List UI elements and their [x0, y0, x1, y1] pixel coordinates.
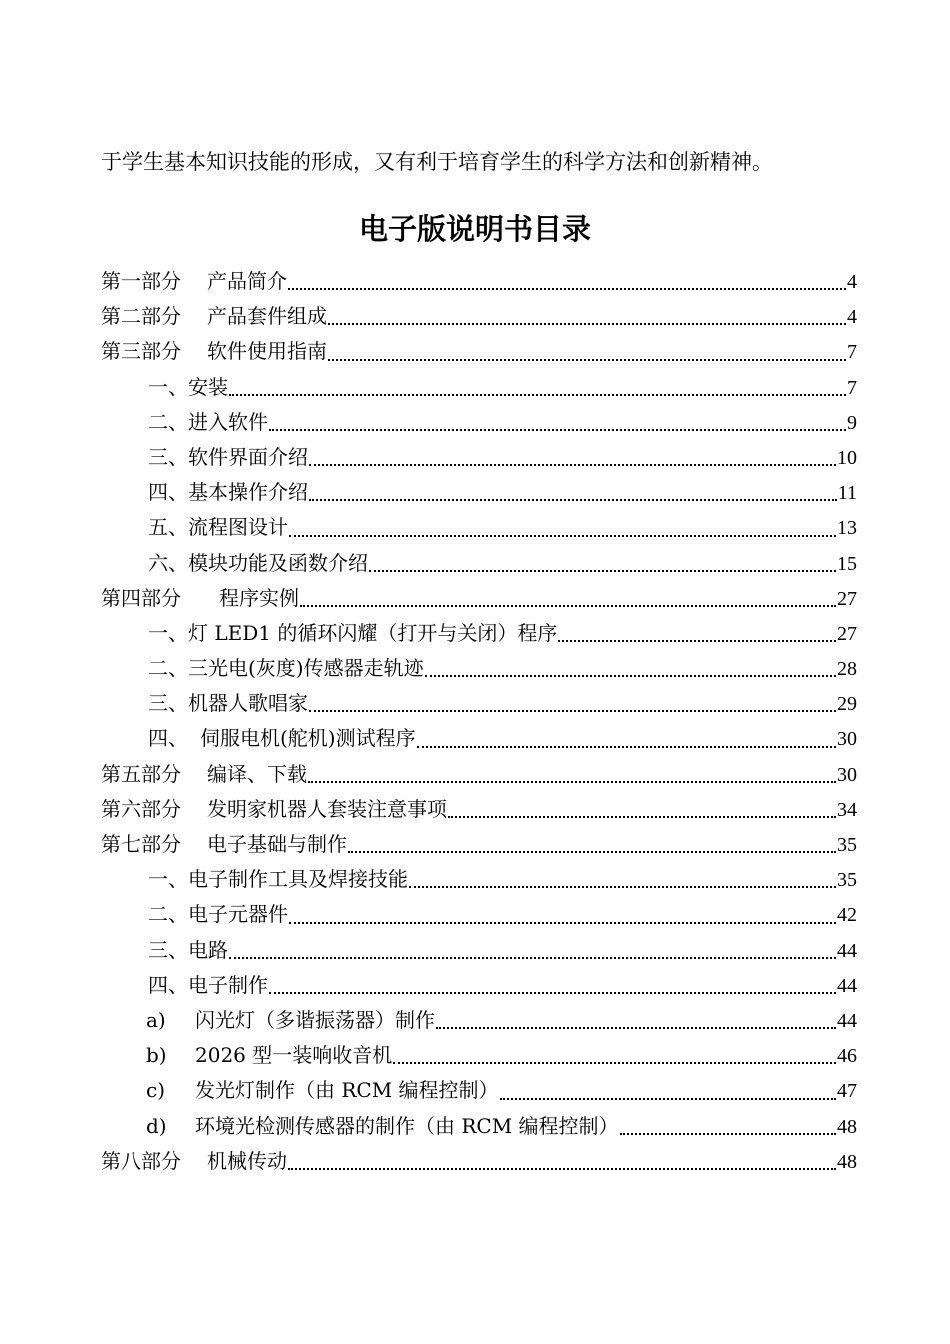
toc-entry-page-number: 44: [837, 939, 857, 962]
toc-entry-page-number: 44: [837, 974, 857, 997]
toc-entry-page-number: 7: [847, 341, 857, 364]
toc-entry-prefix: 一、: [148, 620, 188, 645]
toc-entry-label: 闪光灯（多谐振荡器）制作: [195, 1007, 435, 1032]
toc-entry[interactable]: [101, 792, 857, 827]
toc-entry-page-number: 35: [837, 834, 857, 856]
toc-dot-leader: [300, 605, 836, 607]
toc-entry[interactable]: [101, 440, 857, 475]
toc-dot-leader: [309, 499, 837, 501]
toc-dot-leader: [620, 1133, 836, 1135]
toc-entry[interactable]: [101, 827, 857, 862]
intro-paragraph: 于学生基本知识技能的形成，又有利于培育学生的科学方法和创新精神。: [101, 150, 773, 174]
toc-entry-page-number: 46: [837, 1045, 857, 1068]
toc-entry-prefix: b): [146, 1043, 167, 1068]
toc-dot-leader: [269, 992, 836, 994]
toc-entry-page-number: 10: [837, 446, 857, 469]
toc-dot-leader: [448, 816, 836, 818]
toc-dot-leader: [348, 851, 836, 853]
toc-entry[interactable]: [101, 1109, 857, 1144]
toc-dot-leader: [288, 1168, 836, 1170]
toc-entry-page-number: 9: [847, 411, 857, 434]
toc-dot-leader: [369, 570, 836, 572]
toc-entry-prefix: 三、: [148, 691, 188, 716]
toc-entry-prefix: 第一部分: [101, 269, 181, 293]
toc-entry-prefix: 三、: [148, 444, 188, 469]
toc-entry-label: 软件界面介绍: [188, 444, 308, 469]
toc-entry-label: 基本操作介绍: [188, 480, 308, 505]
toc-dot-leader: [289, 922, 836, 924]
toc-entry[interactable]: [101, 1003, 857, 1038]
toc-entry[interactable]: [101, 686, 857, 721]
toc-dot-leader: [425, 675, 836, 677]
toc-entry-page-number: 30: [837, 763, 857, 786]
toc-entry-page-number: 27: [837, 587, 857, 610]
toc-entry[interactable]: [101, 334, 857, 369]
toc-entry-label: 程序实例: [219, 585, 299, 610]
toc-entry-page-number: 27: [837, 622, 857, 645]
toc-entry[interactable]: [101, 510, 857, 545]
toc-entry-label: 电路: [188, 937, 228, 962]
toc-dot-leader: [436, 1027, 836, 1029]
toc-entry[interactable]: [101, 616, 857, 651]
toc-dot-leader: [289, 535, 836, 537]
toc-entry-label: 进入软件: [188, 409, 268, 434]
toc-entry-prefix: 第六部分: [101, 796, 181, 821]
toc-entry[interactable]: [101, 405, 857, 440]
toc-entry-label: 产品套件组成: [207, 304, 327, 329]
toc-entry-label: 灯 LED1 的循环闪耀（打开与关闭）程序: [188, 620, 558, 645]
toc-entry-page-number: 44: [837, 1009, 857, 1032]
toc-entry-prefix: 第三部分: [101, 339, 181, 364]
toc-entry-label: 机械传动: [207, 1148, 287, 1173]
toc-dot-leader: [558, 640, 836, 642]
toc-entry-page-number: 48: [837, 1150, 857, 1173]
toc-entry-prefix: 一、: [148, 374, 188, 399]
toc-entry-page-number: 47: [837, 1080, 857, 1103]
toc-dot-leader: [229, 394, 846, 396]
toc-entry-prefix: 三、: [148, 937, 188, 962]
toc-entry-page-number: 35: [837, 869, 857, 892]
toc-dot-leader: [309, 464, 836, 466]
toc-entry-prefix: 二、: [148, 902, 188, 927]
toc-entry-label: 电子制作工具及焊接技能: [188, 867, 408, 892]
toc-entry-page-number: 7: [847, 376, 857, 399]
toc-entry-label: 电子元器件: [188, 902, 288, 927]
toc-entry-page-number: 34: [837, 798, 857, 821]
toc-dot-leader: [288, 288, 846, 290]
toc-entry-page-number: 42: [837, 904, 857, 927]
toc-entry-label: 安装: [188, 374, 228, 399]
toc-entry-prefix: 四、: [148, 726, 188, 751]
toc-entry[interactable]: [101, 862, 857, 897]
toc-entry-label: 机器人歌唱家: [188, 691, 308, 716]
toc-entry[interactable]: [101, 475, 857, 510]
toc-entry-label: 2026 型一装响收音机: [195, 1043, 393, 1068]
toc-entry-page-number: 29: [837, 693, 857, 716]
toc-entry-label: 编译、下载: [207, 761, 307, 786]
toc-entry-page-number: 13: [837, 517, 857, 540]
toc-entry-label: 电子制作: [188, 972, 268, 997]
toc-entry-label: 三光电(灰度)传感器走轨迹: [188, 656, 424, 681]
toc-dot-leader: [328, 359, 846, 361]
toc-entry-label: 流程图设计: [188, 515, 288, 540]
toc-entry-label: 发明家机器人套装注意事项: [207, 796, 447, 821]
toc-entry-prefix: c): [146, 1078, 166, 1103]
toc-entry-label: 模块功能及函数介绍: [188, 550, 368, 575]
toc-dot-leader: [308, 781, 836, 783]
toc-dot-leader: [393, 1062, 836, 1064]
toc-entry-page-number: 30: [837, 728, 857, 751]
toc-entry-label: 伺服电机(舵机)测试程序: [200, 726, 416, 751]
toc-entry-label: 发光灯制作（由 RCM 编程控制）: [195, 1078, 499, 1103]
toc-entry[interactable]: [101, 299, 857, 334]
toc-entry-prefix: a): [146, 1007, 166, 1032]
toc-entry-label: 软件使用指南: [207, 339, 327, 364]
toc-dot-leader: [269, 429, 846, 431]
toc-dot-leader: [328, 323, 846, 325]
toc-entry[interactable]: [101, 721, 857, 756]
table-of-contents: [101, 264, 857, 1179]
toc-entry-page-number: 11: [837, 482, 857, 505]
toc-dot-leader: [309, 710, 836, 712]
toc-entry-prefix: 一、: [148, 867, 188, 892]
toc-entry[interactable]: [101, 546, 857, 581]
toc-entry[interactable]: [101, 651, 857, 686]
toc-entry-page-number: 15: [837, 552, 857, 575]
toc-entry-prefix: 第八部分: [101, 1148, 181, 1173]
toc-entry-prefix: d): [146, 1113, 167, 1138]
toc-dot-leader: [500, 1098, 836, 1100]
toc-entry[interactable]: [101, 933, 857, 968]
toc-entry-page-number: 4: [847, 306, 857, 329]
toc-entry-label: 环境光检测传感器的制作（由 RCM 编程控制）: [195, 1113, 619, 1138]
toc-dot-leader: [409, 886, 836, 888]
toc-entry-prefix: 四、: [148, 972, 188, 997]
toc-entry[interactable]: [101, 581, 857, 616]
toc-entry-prefix: 二、: [148, 409, 188, 434]
toc-entry-prefix: 六、: [148, 550, 188, 575]
toc-entry-prefix: 第二部分: [101, 304, 181, 329]
toc-entry-page-number: 48: [837, 1115, 857, 1138]
toc-entry[interactable]: [101, 1073, 857, 1108]
toc-entry[interactable]: [101, 897, 857, 932]
toc-title: 电子版说明书目录: [358, 212, 591, 246]
toc-entry[interactable]: [101, 370, 857, 405]
toc-dot-leader: [417, 746, 836, 748]
toc-entry[interactable]: [101, 968, 857, 1003]
toc-entry-label: 电子基础与制作: [207, 832, 347, 856]
toc-dot-leader: [229, 957, 836, 959]
toc-entry[interactable]: [101, 1038, 857, 1073]
toc-entry-prefix: 第五部分: [101, 761, 181, 786]
toc-entry-label: 产品简介: [207, 269, 287, 293]
toc-entry-prefix: 第七部分: [101, 832, 181, 856]
toc-entry-page-number: 4: [847, 271, 857, 293]
toc-entry[interactable]: [101, 264, 857, 299]
toc-entry-prefix: 二、: [148, 656, 188, 681]
toc-entry-page-number: 28: [837, 658, 857, 681]
toc-entry[interactable]: [101, 757, 857, 792]
toc-entry-prefix: 五、: [148, 515, 188, 540]
toc-entry[interactable]: [101, 1144, 857, 1179]
toc-entry-prefix: 四、: [148, 480, 188, 505]
toc-entry-prefix: 第四部分: [101, 585, 181, 610]
